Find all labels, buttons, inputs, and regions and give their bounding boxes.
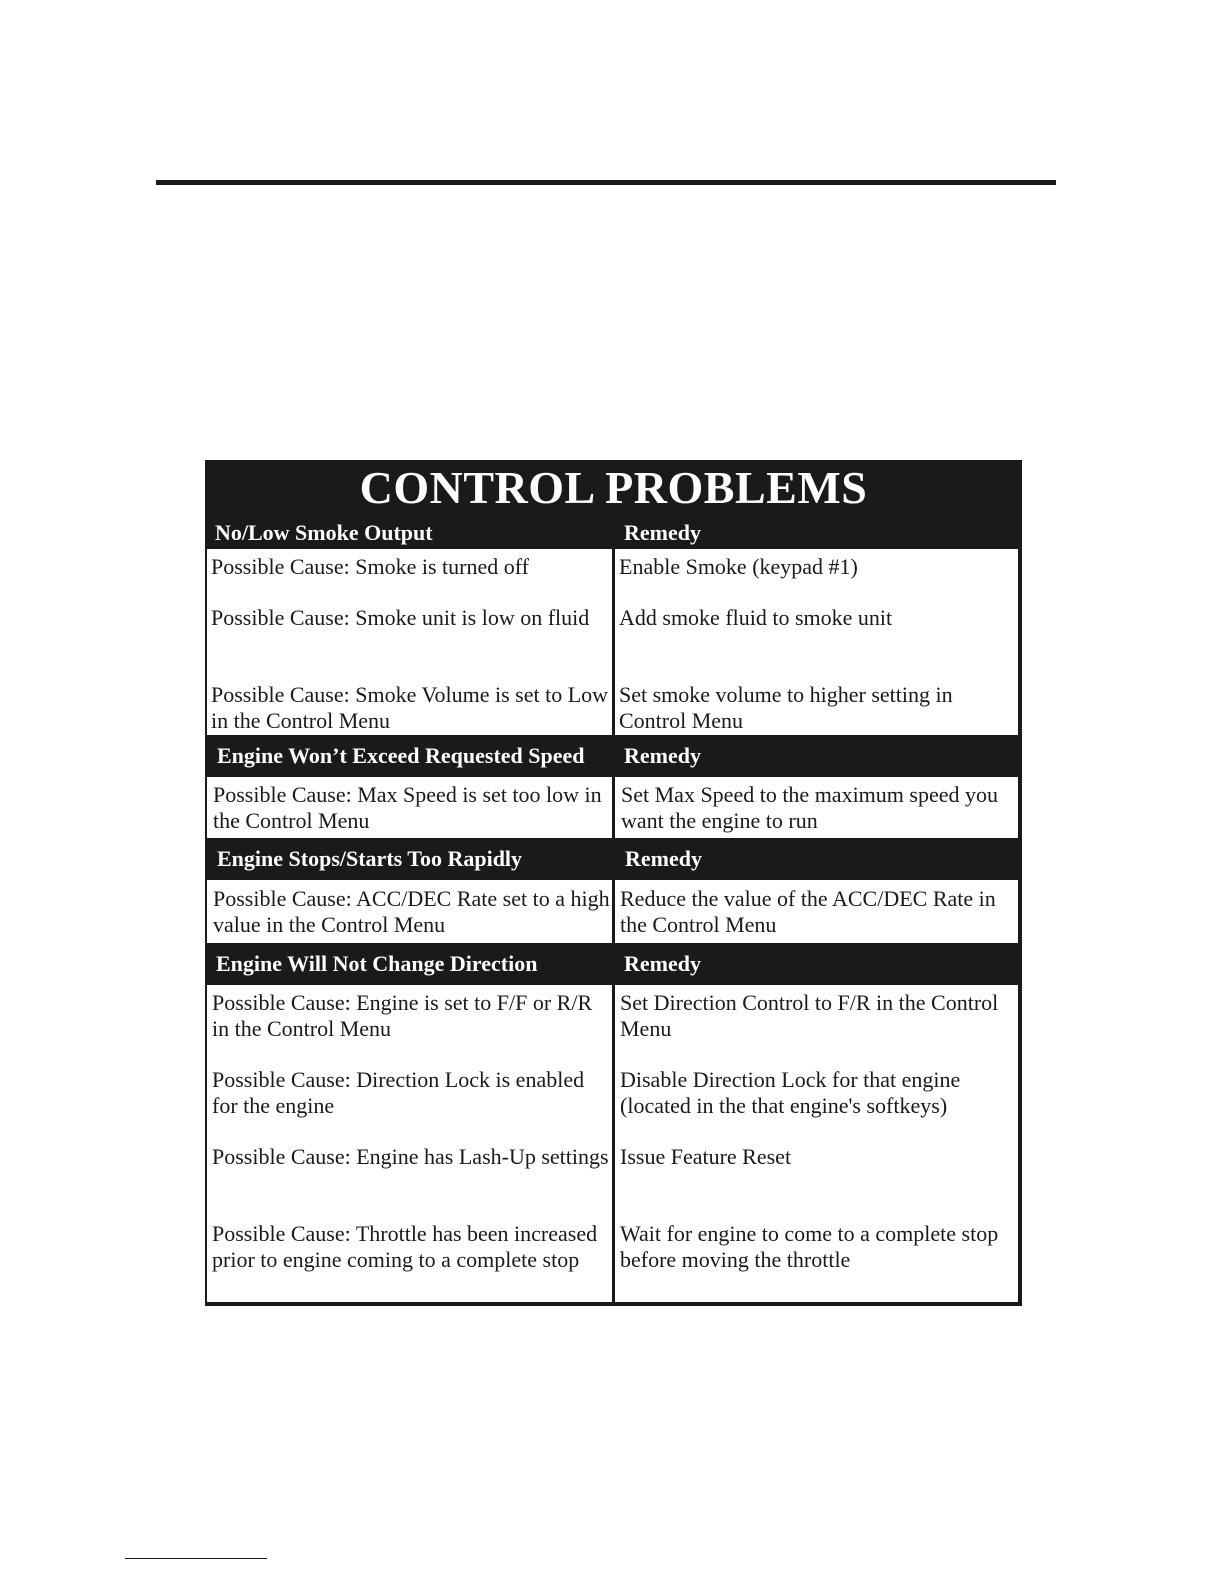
section-cause-header: No/Low Smoke Output	[215, 520, 433, 545]
control-problems-table	[205, 460, 1022, 1306]
section-header	[205, 516, 1022, 549]
remedy-cell: Reduce the value of the ACC/DEC Rate in the Control Menu	[620, 886, 996, 937]
remedy-cell: Add smoke fluid to smoke unit	[619, 605, 893, 630]
section-body	[207, 777, 1018, 838]
remedy-cell: Set Direction Control to F/R in the Control Menu	[620, 990, 999, 1041]
top-horizontal-rule	[156, 180, 1056, 185]
section-header	[205, 737, 1022, 775]
cause-cell: Possible Cause: ACC/DEC Rate set to a high value in the Control Menu	[213, 886, 610, 937]
column-divider	[612, 880, 615, 943]
section-body	[207, 985, 1018, 1302]
cause-cell: Possible Cause: Smoke is turned off	[211, 554, 529, 579]
section-remedy-header: Remedy	[624, 520, 701, 545]
remedy-cell: Set Max Speed to the maximum speed you want the engine to run	[621, 782, 998, 833]
column-divider	[612, 985, 615, 1302]
remedy-cell: Enable Smoke (keypad #1)	[619, 554, 858, 579]
section-cause-header: Engine Won’t Exceed Requested Speed	[217, 743, 585, 768]
cause-cell: Possible Cause: Engine has Lash-Up settings	[212, 1144, 609, 1169]
cause-cell: Possible Cause: Engine is set to F/F or R/R in the Control Menu	[212, 990, 593, 1041]
section-body	[207, 880, 1018, 943]
column-divider	[612, 549, 615, 735]
cause-cell: Possible Cause: Direction Lock is enabled for the engine	[212, 1067, 585, 1118]
cause-cell: Possible Cause: Max Speed is set too low in the Control Menu	[213, 782, 602, 833]
section-cause-header: Engine Will Not Change Direction	[216, 951, 538, 976]
section-body	[207, 549, 1018, 735]
footnote-rule	[125, 1558, 267, 1559]
section-header	[205, 945, 1022, 983]
remedy-cell: Issue Feature Reset	[620, 1144, 792, 1169]
cause-cell: Possible Cause: Smoke Volume is set to Low in the Control Menu	[211, 682, 609, 733]
section-header	[205, 840, 1022, 878]
column-divider	[612, 777, 615, 838]
section-remedy-header: Remedy	[624, 743, 701, 768]
remedy-cell: Set smoke volume to higher setting in Control Menu	[619, 682, 953, 733]
section-remedy-header: Remedy	[625, 846, 702, 871]
cause-cell: Possible Cause: Throttle has been increased prior to engine coming to a complete stop	[212, 1221, 598, 1272]
remedy-cell: Disable Direction Lock for that engine (located in the that engine's softkeys)	[620, 1067, 961, 1118]
section-cause-header: Engine Stops/Starts Too Rapidly	[217, 846, 523, 871]
section-remedy-header: Remedy	[624, 951, 701, 976]
table-title: CONTROL PROBLEMS	[205, 460, 1022, 516]
cause-cell: Possible Cause: Smoke unit is low on fluid	[211, 605, 590, 630]
remedy-cell: Wait for engine to come to a complete stop before moving the throttle	[620, 1221, 999, 1272]
